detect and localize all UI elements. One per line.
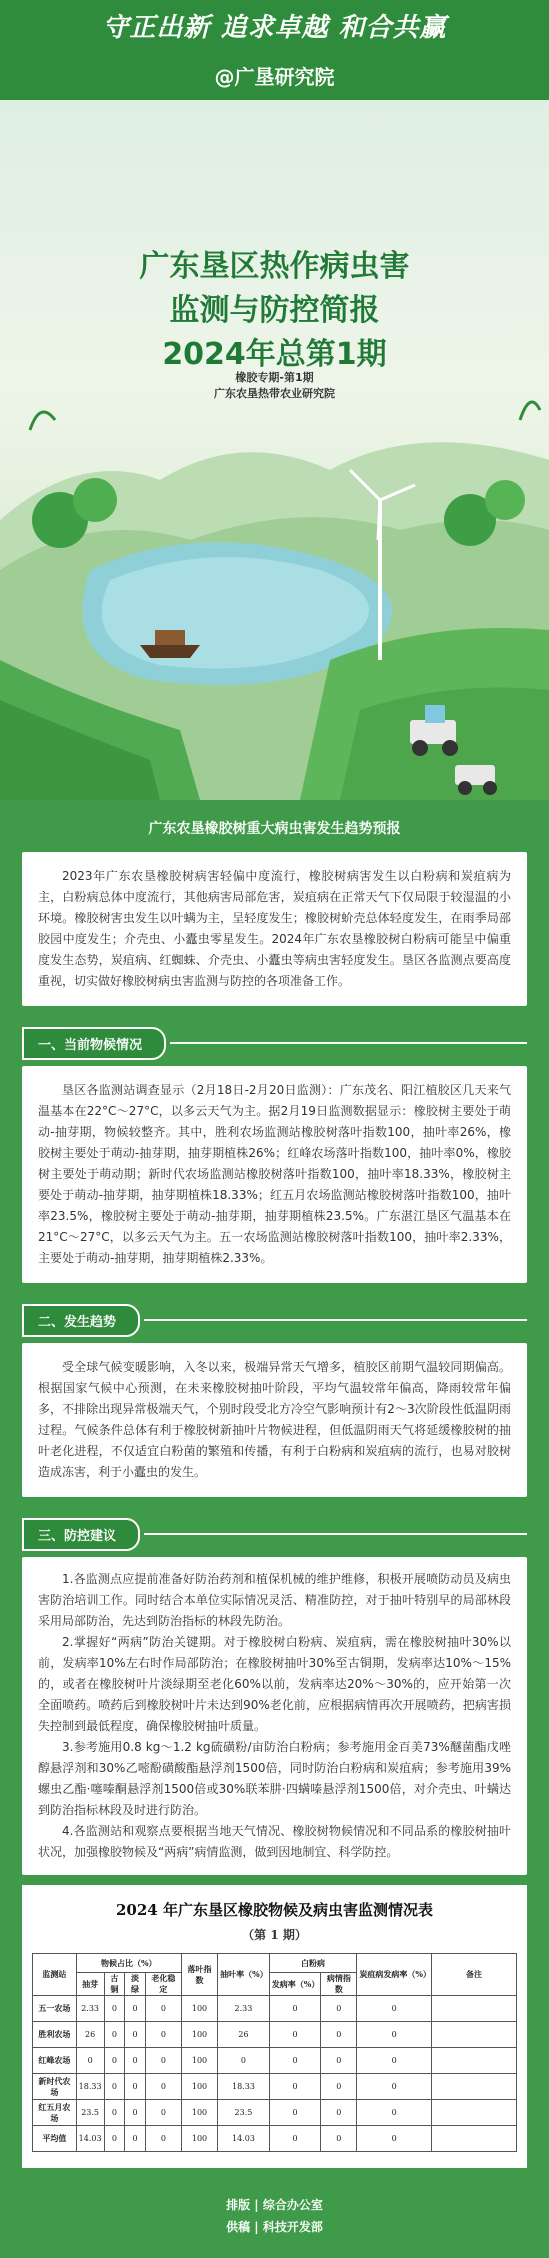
section-divider xyxy=(144,1533,527,1535)
trend-card xyxy=(22,1343,527,1497)
table-row: 红五月农场 23.5 0 0 0 100 23.5 0 0 0 xyxy=(33,2100,517,2126)
subheader: 抽芽 xyxy=(76,1973,104,1996)
advice-item-1: 1.各监测点应提前准备好防治药剂和植保机械的维护维修，积极开展喷防动员及病虫害防治培训工作。同时结合本单位实际情况灵活、精准防控，对于抽叶特别早的局部林段采用局部防治，先达到防治指标的林段先防治。 xyxy=(38,1572,511,1628)
subtitle-institute: 广东农垦热带农业研究院 xyxy=(214,387,335,400)
title-line-1: 广东垦区热作病虫害 xyxy=(139,249,410,284)
section-heading-advice xyxy=(22,1519,527,1549)
phenology-card xyxy=(22,1066,527,1283)
section-heading-phenology xyxy=(22,1028,527,1058)
table-row: 红峰农场 0 0 0 0 100 0 0 0 0 xyxy=(33,2048,517,2074)
advice-card xyxy=(22,1557,527,1875)
advice-item-3: 3.参考施用0.8 kg～1.2 kg硫磺粉/亩防治白粉病；参考施用金百美73%醚菌酯戊唑醇悬浮剂和30%乙嘧酚磺酸酯悬浮剂1500倍，同时防治白粉病和炭疽病；参考施用39%螺虫乙酯·噻嗪酮悬浮剂1500倍或30%联苯肼·四螨嗪悬浮剂1500倍，对介壳虫、叶螨达到防治指标林段及时进行防治。 xyxy=(38,1740,511,1817)
monitoring-table-card xyxy=(22,1885,527,2168)
header-remark: 备注 xyxy=(432,1954,517,1996)
landscape-illustration xyxy=(0,100,549,800)
table-title: 2024 年广东垦区橡胶物候及病虫害监测情况表 xyxy=(116,1901,433,1919)
title-line-3: 2024年总第1期 xyxy=(162,337,387,372)
footer-credits xyxy=(0,2168,549,2258)
subheader: 发病率（%） xyxy=(269,1973,321,1996)
section-label: 二、发生趋势 xyxy=(22,1304,140,1337)
section-heading-trend xyxy=(22,1305,527,1335)
header-phenology: 物候占比（%） xyxy=(76,1954,181,1973)
subheader: 病情指数 xyxy=(321,1973,357,1996)
subheader: 老化稳定 xyxy=(145,1973,181,1996)
subtitle-issue: 橡胶专期-第1期 xyxy=(235,371,314,384)
table-issue: （第 1 期） xyxy=(242,1928,307,1942)
subheader: 古铜 xyxy=(104,1973,125,1996)
intro-paragraph: 2023年广东农垦橡胶树病害轻偏中度流行，橡胶树病害发生以白粉病和炭疽病为主，白粉病总体中度流行，其他病害局部危害，炭疽病在正常天气下仅局限于较湿温的小环境。橡胶树害虫发生以叶螨为主，呈轻度发生；橡胶树蚧壳总体轻度发生，在雨季局部胶园中度发生；介壳虫、小蠹虫零星发生。2024年广东农垦橡胶树白粉病可能呈中偏重度发生态势，炭疽病、红蜘蛛、介壳虫、小蠹虫等病虫害轻度发生。垦区各监测点要高度重视，切实做好橡胶树病虫害监测与防控的各项准备工作。 xyxy=(38,869,511,988)
bulletin-subtitle xyxy=(0,370,549,402)
header-anthracnose: 炭疽病发病率（%） xyxy=(357,1954,432,1996)
subheader: 淡绿 xyxy=(125,1973,146,1996)
source-credit: 供稿 | 科技开发部 xyxy=(226,2220,323,2234)
phenology-paragraph: 垦区各监测站调查显示（2月18日-2月20日监测）：广东茂名、阳江植胶区几天来气温基本在22°C～27°C，以多云天气为主。据2月19日监测数据显示：橡胶树主要处于萌动-抽芽期，物候较整齐。其中，胜利农场监测站橡胶树落叶指数100，抽叶率26%，橡胶树主要处于萌动-抽芽期，抽芽期植株26%；红峰农场落叶指数100，抽叶率0%，橡胶树主要处于萌动期；新时代农场监测站橡胶树落叶指数100，抽叶率18.33%，橡胶树主要处于萌动-抽芽期，抽芽期植株18.33%；红五月农场监测站橡胶树落叶指数100，抽叶率23.5%，橡胶树主要处于萌动-抽芽期，抽芽期植株23.5%。广东湛江垦区气温基本在21°C～27°C，以多云天气为主。五一农场监测站橡胶树落叶指数100，抽叶率2.33%，主要处于萌动-抽芽期，抽芽期植株2.33%。 xyxy=(38,1083,511,1265)
advice-item-2: 2.掌握好“两病”防治关键期。对于橡胶树白粉病、炭疽病，需在橡胶树抽叶30%以前，发病率10%左右时作局部防治；在橡胶树抽叶30%至古铜期，发病率达10%～15%的，或者在橡胶树叶片淡绿期至老化60%以前，发病率达20%～30%的，应开始第一次全面喷药。喷药后到橡胶树叶片未达到90%老化前，应根据病情再次开展喷药，把病害损失控制到最低程度，确保橡胶树抽叶质量。 xyxy=(38,1635,511,1733)
table-row: 平均值 14.03 0 0 0 100 14.03 0 0 0 xyxy=(33,2126,517,2152)
title-line-2: 监测与防控简报 xyxy=(169,293,380,328)
trend-paragraph: 受全球气候变暖影响，入冬以来，极端异常天气增多，植胶区前期气温较同期偏高。根据国家气候中心预测，在未来橡胶树抽叶阶段，平均气温较常年偏高，降雨较常年偏多，不排除出现异常极端天气，个别时段受北方冷空气影响预计有2～3次阶段性低温阴雨过程。气候条件总体有利于橡胶树新抽叶片物候进程，但低温阴雨天气将延缓橡胶树的抽叶老化进程，不仅适宜白粉菌的繁殖和传播，有利于白粉病和炭疽病的流行，也易对胶树造成冻害，利于小蠹虫的发生。 xyxy=(38,1360,511,1479)
section-divider xyxy=(144,1319,527,1321)
forecast-heading: 广东农垦橡胶树重大病虫害发生趋势预报 xyxy=(0,800,549,852)
account-handle-bar xyxy=(0,50,549,100)
section-label: 一、当前物候情况 xyxy=(22,1027,166,1060)
table-row: 五一农场 2.33 0 0 0 100 2.33 0 0 0 xyxy=(33,1996,517,2022)
section-divider xyxy=(170,1042,527,1044)
header-leaf-index: 落叶指数 xyxy=(181,1954,217,1996)
intro-card xyxy=(22,852,527,1006)
header-powdery: 白粉病 xyxy=(269,1954,357,1973)
layout-credit: 排版 | 综合办公室 xyxy=(226,2198,323,2212)
hero-illustration xyxy=(0,100,549,800)
table-row: 胜利农场 26 0 0 0 100 26 0 0 0 xyxy=(33,2022,517,2048)
account-handle: @广垦研究院 xyxy=(214,64,335,89)
slogan-banner xyxy=(0,0,549,50)
header-station: 监测站 xyxy=(33,1954,77,1996)
section-label: 三、防控建议 xyxy=(22,1518,140,1551)
table-row: 新时代农场 18.33 0 0 0 100 18.33 0 0 0 xyxy=(33,2074,517,2100)
monitoring-table xyxy=(32,1953,517,2152)
slogan-text: 守正出新 追求卓越 和合共赢 xyxy=(102,12,447,43)
advice-item-4: 4.各监测站和观察点要根据当地天气情况、橡胶树物候情况和不同品系的橡胶树抽叶状况，加强橡胶物候及“两病”病情监测，做到因地制宜、科学防控。 xyxy=(38,1824,511,1859)
header-leaf-rate: 抽叶率（%） xyxy=(218,1954,270,1996)
bulletin-title xyxy=(0,245,549,377)
